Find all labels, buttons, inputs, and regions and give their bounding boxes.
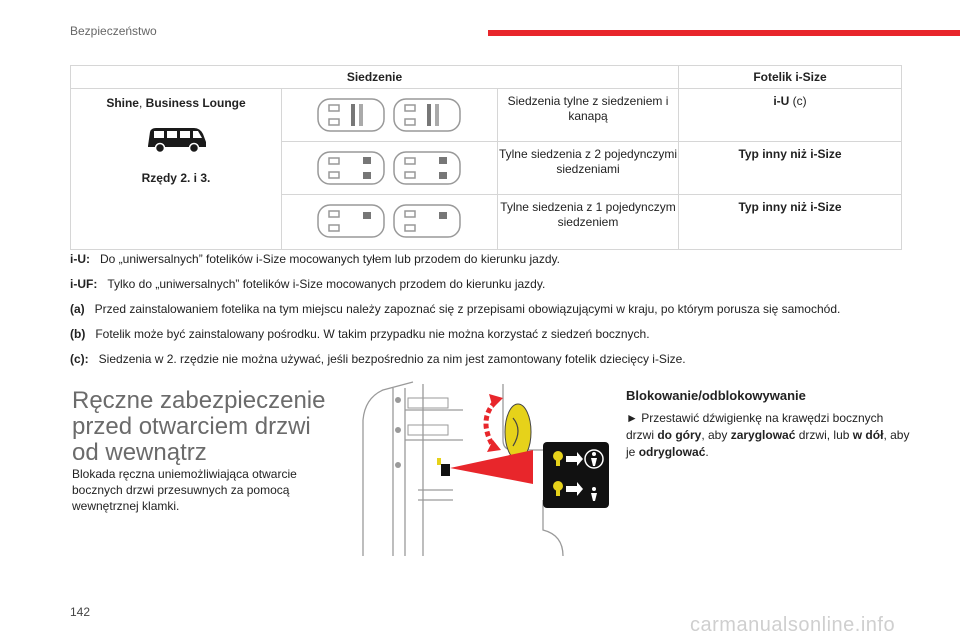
note-item: (b) Fotelik może być zainstalowany pośrodku. W takim przypadku nie można korzystać z siedzeń bocznych. <box>70 327 650 341</box>
row-isize-value: Typ inny niż i-Size <box>679 195 902 250</box>
note-item: (a) Przed zainstalowaniem fotelika na tym miejscu należy zapoznać się z przepisami obowiązującymi w kraju, po którym porusza się samochód. <box>70 302 841 316</box>
seat-layout-image <box>282 195 498 250</box>
notes-list <box>70 252 910 377</box>
lock-unlock-heading: Blokowanie/odblokowywanie <box>626 388 806 403</box>
table-row <box>71 89 902 142</box>
trim-rows-label: Rzędy 2. i 3. <box>141 171 211 185</box>
col-header-seat: Siedzenie <box>71 66 679 89</box>
row-description: Siedzenia tylne z siedzeniem i kanapą <box>498 89 679 142</box>
table-header-row <box>71 66 902 89</box>
col-header-isize: Fotelik i-Size <box>679 66 902 89</box>
row-description: Tylne siedzenia z 2 pojedynczymi siedzeniami <box>498 142 679 195</box>
note-item: (c): Siedzenia w 2. rzędzie nie można używać, jeśli bezpośrednio za nim jest zamontowany fotelik dziecięcy i-Size. <box>70 352 686 366</box>
seat-layout-bench-icon <box>315 95 465 135</box>
isize-table <box>70 65 902 250</box>
seat-layout-one-single-icon <box>315 201 465 241</box>
note-item: i-UF: Tylko do „uniwersalnych” fotelików i-Size mocowanych przodem do kierunku jazdy. <box>70 277 546 291</box>
section-title: Ręczne zabezpieczenie przed otwarciem drzwi od wewnątrz <box>72 387 326 466</box>
note-item: i-U: Do „uniwersalnych” fotelików i-Size mocowanych tyłem lub przodem do kierunku jazdy. <box>70 252 560 266</box>
header-accent-bar <box>488 30 960 36</box>
seat-layout-two-singles-icon <box>315 148 465 188</box>
van-icon <box>144 124 208 154</box>
page-number: 142 <box>70 605 91 619</box>
watermark: carmanualsonline.info <box>690 614 896 636</box>
section-body: Blokada ręczna uniemożliwiająca otwarcie bocznych drzwi przesuwnych za pomocą wewnętrznej klamki. <box>72 467 297 513</box>
lock-unlock-instruction: ► Przestawić dźwigienkę na krawędzi bocznych drzwi do góry, aby zaryglować drzwi, lub w dół, aby je odryglować. <box>626 411 910 459</box>
lock-unlock-label-icon <box>543 442 609 508</box>
section-header: Bezpieczeństwo <box>70 24 157 38</box>
trim-name: Shine, Business Lounge <box>106 96 246 110</box>
door-lock-illustration <box>353 380 615 558</box>
row-isize-value: Typ inny niż i-Size <box>679 142 902 195</box>
seat-layout-image <box>282 89 498 142</box>
bullet-arrow-icon: ► <box>626 411 638 425</box>
row-description: Tylne siedzenia z 1 pojedynczym siedzeniem <box>498 195 679 250</box>
seat-layout-image <box>282 142 498 195</box>
trim-cell <box>71 89 282 250</box>
row-isize-value: i-U (c) <box>679 89 902 142</box>
